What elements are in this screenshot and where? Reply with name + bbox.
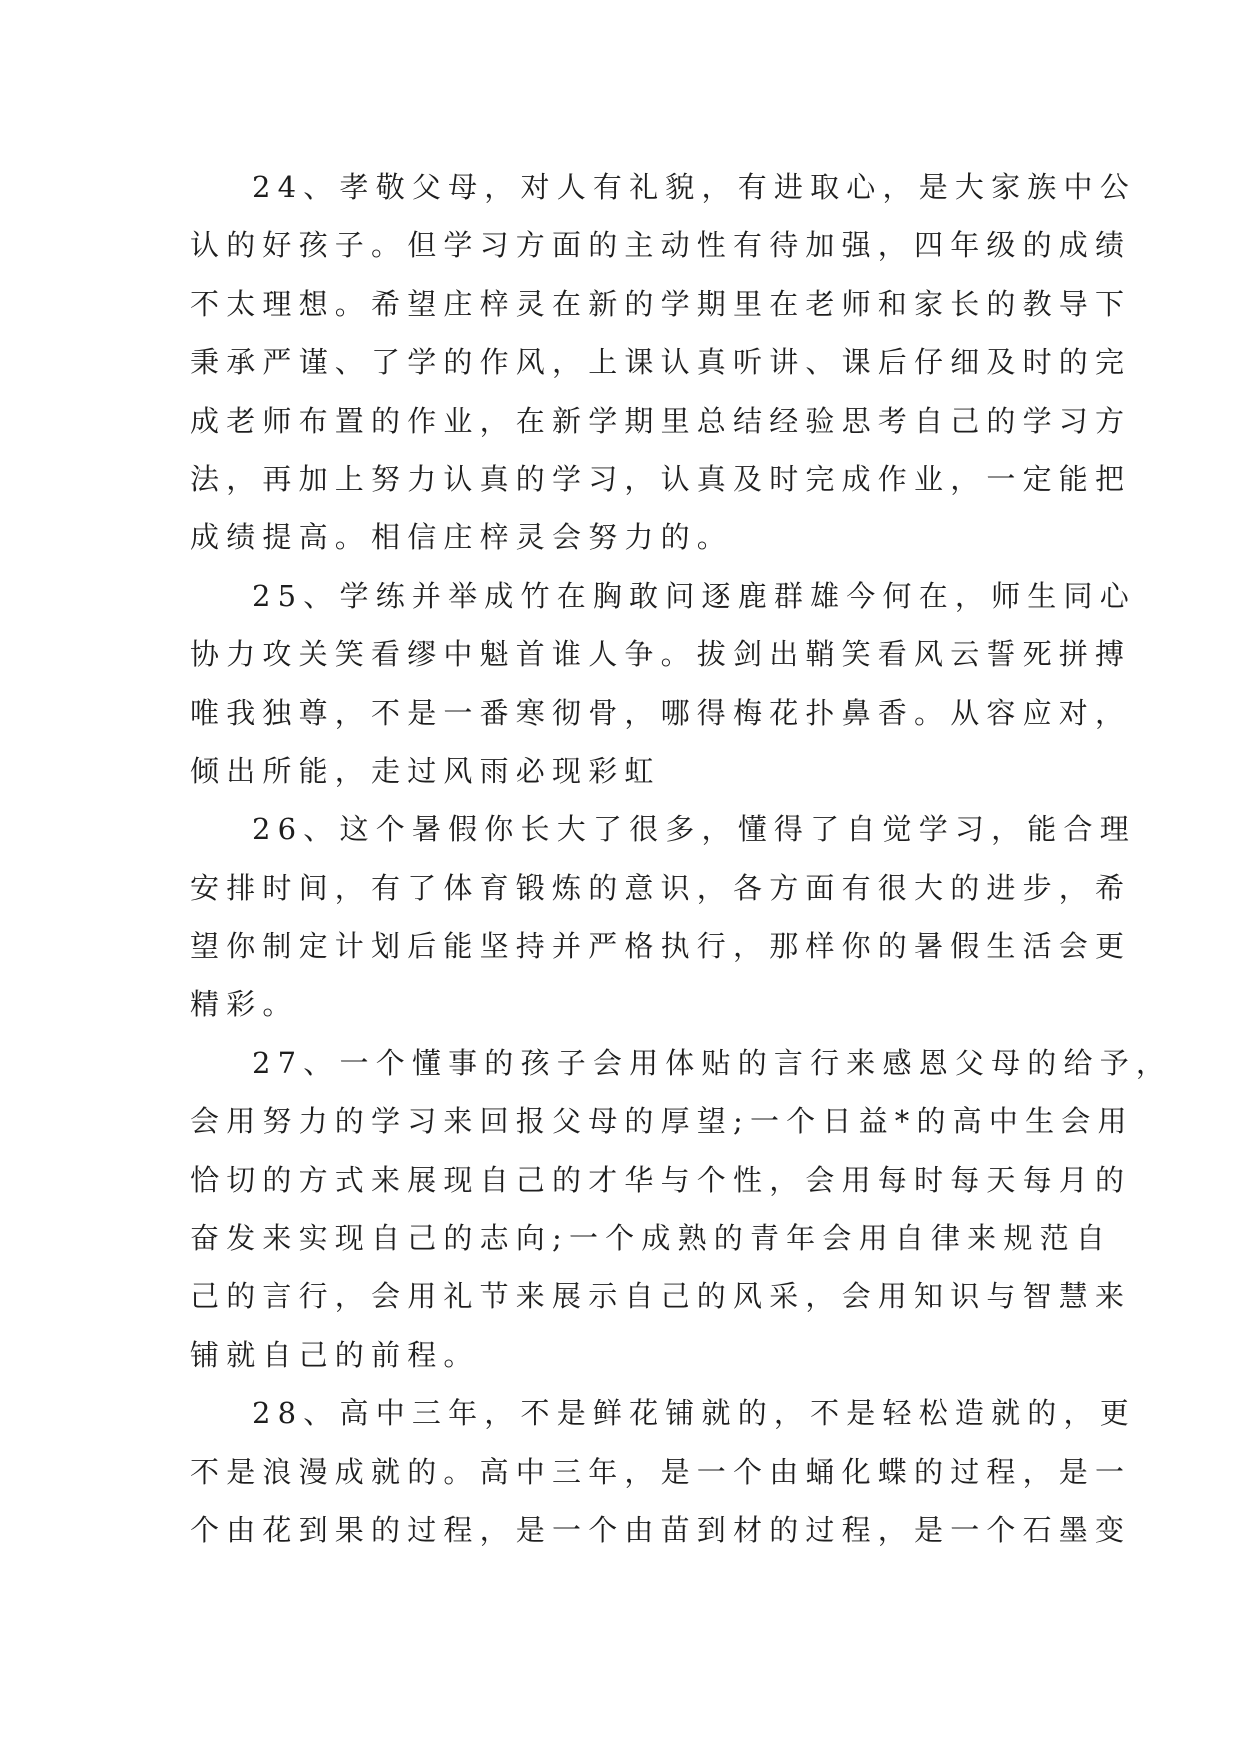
- text-line: 成绩提高。相信庄梓灵会努力的。: [190, 520, 734, 555]
- text-line: 27、一个懂事的孩子会用体贴的言行来感恩父母的给予，: [252, 1045, 1173, 1080]
- paragraph-28: [190, 1384, 1136, 1559]
- text-line: 认的好孩子。但学习方面的主动性有待加强，四年级的成绩: [190, 228, 1132, 263]
- text-line: 铺就自己的前程。: [190, 1337, 480, 1372]
- text-line: 倾出所能，走过风雨必现彩虹: [190, 753, 661, 788]
- text-line: 恰切的方式来展现自己的才华与个性，会用每时每天每月的: [190, 1162, 1132, 1197]
- text-line: 唯我独尊，不是一番寒彻骨，哪得梅花扑鼻香。从容应对，: [190, 695, 1132, 730]
- text-line: 28、高中三年，不是鲜花铺就的，不是轻松造就的，更: [252, 1396, 1136, 1431]
- text-line: 个由花到果的过程，是一个由苗到材的过程，是一个石墨变: [190, 1512, 1132, 1547]
- text-line: 望你制定计划后能坚持并严格执行，那样你的暑假生活会更: [190, 929, 1132, 964]
- paragraph-26: [190, 800, 1136, 1034]
- text-line: 安排时间，有了体育锻炼的意识，各方面有很大的进步，希: [190, 870, 1132, 905]
- text-line: 秉承严谨、了学的作风，上课认真听讲、课后仔细及时的完: [190, 345, 1132, 380]
- text-line: 24、孝敬父母，对人有礼貌，有进取心，是大家族中公: [252, 170, 1136, 204]
- text-line: 协力攻关笑看缪中魁首谁人争。拔剑出鞘笑看风云誓死拼搏: [190, 637, 1132, 672]
- document-body: [190, 158, 1173, 1559]
- text-line: 精彩。: [190, 987, 299, 1022]
- paragraph-24: [190, 158, 1136, 567]
- text-line: 25、学练并举成竹在胸敢问逐鹿群雄今何在，师生同心: [252, 578, 1136, 613]
- text-line: 法，再加上努力认真的学习，认真及时完成作业，一定能把: [190, 461, 1132, 496]
- text-line: 己的言行，会用礼节来展示自己的风采，会用知识与智慧来: [190, 1279, 1132, 1314]
- text-line: 26、这个暑假你长大了很多，懂得了自觉学习，能合理: [252, 812, 1136, 847]
- text-line: 会用努力的学习来回报父母的厚望;一个日益*的高中生会用: [190, 1104, 1134, 1139]
- paragraph-27: [190, 1034, 1173, 1384]
- paragraph-25: [190, 567, 1136, 801]
- text-line: 成老师布置的作业，在新学期里总结经验思考自己的学习方: [190, 403, 1132, 438]
- text-line: 不太理想。希望庄梓灵在新的学期里在老师和家长的教导下: [190, 286, 1132, 321]
- text-line: 奋发来实现自己的志向;一个成熟的青年会用自律来规范自: [190, 1221, 1112, 1256]
- text-line: 不是浪漫成就的。高中三年，是一个由蛹化蝶的过程，是一: [190, 1454, 1132, 1489]
